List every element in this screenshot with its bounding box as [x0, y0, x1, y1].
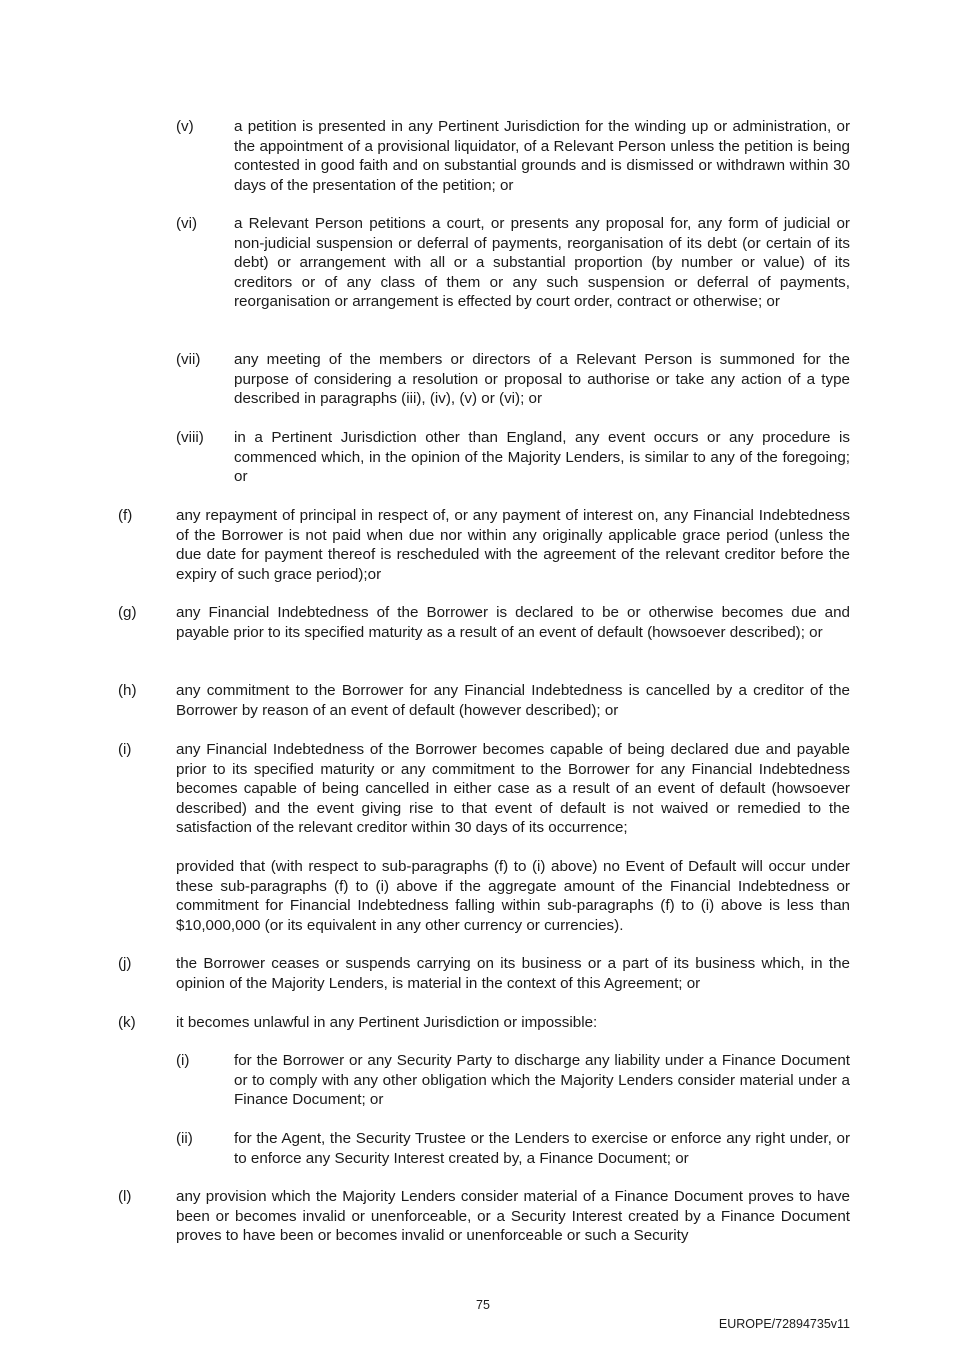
clause-number: (j): [118, 955, 132, 972]
page-number: 75: [476, 1298, 490, 1312]
clause-number: (viii): [176, 429, 204, 446]
clause-number: (ii): [176, 1130, 193, 1147]
clause-text: it becomes unlawful in any Pertinent Jurisdiction or impossible:: [176, 1014, 598, 1031]
clause-number: (k): [118, 1014, 136, 1031]
clause-text: a Relevant Person petitions a court, or presents any proposal for, any form of judicial or non-judicial suspension or deferral of payments, reorganisation of its debt (or certain of its debt) or arrangement with all or a substantial proportion (by number or value) of its creditors or of any class of them or any such suspension or deferral of payments, reorganisation or arrangement is effected by court order, contract or otherwise; or: [234, 215, 850, 311]
clause-number: (h): [118, 682, 137, 699]
clause-number: (i): [118, 741, 132, 758]
document-reference: EUROPE/72894735v11: [718, 1317, 850, 1331]
clause-text: for the Borrower or any Security Party to discharge any liability under a Finance Document or to comply with any other obligation which the Majority Lenders consider material under a Finance Document; or: [234, 1052, 850, 1109]
clause-text: for the Agent, the Security Trustee or the Lenders to exercise or enforce any right under, or to enforce any Security Interest created by, a Finance Document; or: [234, 1130, 850, 1167]
clause-text: any commitment to the Borrower for any Financial Indebtedness is cancelled by a creditor of the Borrower by reason of an event of default (however described); or: [176, 682, 850, 719]
clause-text: any repayment of principal in respect of, or any payment of interest on, any Financial Indebtedness of the Borrower is not paid when due nor within any originally applicable grace period (unless the due date for payment thereof is rescheduled with the agreement of the relevant creditor before the expiry of such grace period);or: [176, 507, 850, 583]
clause-text: any meeting of the members or directors of a Relevant Person is summoned for the purpose of considering a resolution or proposal to authorise or take any action of a type described in paragraphs (iii), (iv), (v) or (vi); or: [234, 351, 850, 408]
clause-number: (vi): [176, 215, 198, 232]
proviso-text: provided that (with respect to sub-paragraphs (f) to (i) above) no Event of Default will occur under these sub-paragraphs (f) to (i) above if the aggregate amount of the Financial Indebtedness or commitment for Financial Indebtedness falling within sub-paragraphs (f) to (i) above is less than $10,000,000 (or its equivalent in any other currency or currencies).: [176, 858, 850, 934]
clause-number: (vii): [176, 351, 201, 368]
clause-text: in a Pertinent Jurisdiction other than England, any event occurs or any procedure is commenced which, in the opinion of the Majority Lenders, is similar to any of the foregoing; or: [234, 429, 850, 486]
clause-text: the Borrower ceases or suspends carrying on its business or a part of its business which, in the opinion of the Majority Lenders, is material in the context of this Agreement; or: [176, 955, 850, 992]
clause-text: any Financial Indebtedness of the Borrower is declared to be or otherwise becomes due and payable prior to its specified maturity as a result of an event of default (howsoever described); or: [176, 604, 850, 641]
clause-text: a petition is presented in any Pertinent Jurisdiction for the winding up or administration, or the appointment of a provisional liquidator, of a Relevant Person unless the petition is being contested in good faith and on substantial grounds and is dismissed or withdrawn within 30 days of the presentation of the petition; or: [234, 118, 850, 194]
clause-number: (i): [176, 1052, 190, 1069]
clause-text: any provision which the Majority Lenders consider material of a Finance Document proves to have been or becomes invalid or unenforceable, or a Security Interest created by a Finance Document proves to have been or becomes invalid or unenforceable or such a Security: [176, 1188, 850, 1245]
clause-number: (l): [118, 1188, 132, 1205]
clause-number: (v): [176, 118, 194, 135]
clause-number: (g): [118, 604, 137, 621]
clause-text: any Financial Indebtedness of the Borrower becomes capable of being declared due and payable prior to its specified maturity or any commitment to the Borrower for any Financial Indebtedness becomes capable of being cancelled in either case as a result of an event of default (howsoever described) and the event giving rise to that event of default is not waived or remedied to the satisfaction of the relevant creditor within 30 days of its occurrence;: [176, 741, 850, 837]
clause-number: (f): [118, 507, 133, 524]
